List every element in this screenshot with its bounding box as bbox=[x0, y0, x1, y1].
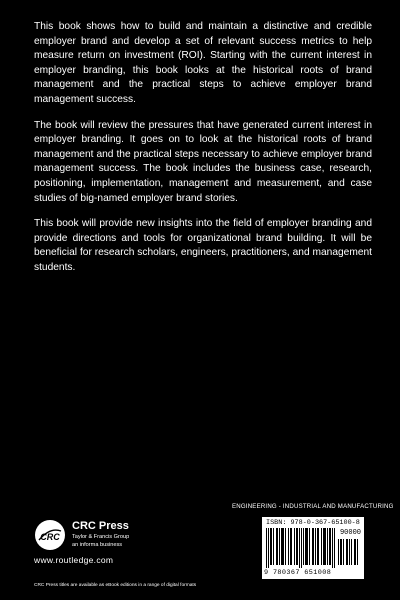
publisher-name: CRC Press bbox=[72, 520, 129, 532]
publisher-website: www.routledge.com bbox=[34, 555, 114, 565]
blurb-paragraph-2: The book will review the pressures that have generated current interest in employer branding. It goes on to look at the historical roots of brand management and the practical steps necessary to achieve employer brand management success. The book includes the business case, research, positioning, implementation, management and measurement, and case studies of big-named employer brand stories. bbox=[34, 119, 372, 204]
back-cover-blurb bbox=[34, 20, 372, 287]
barcode-bars bbox=[266, 528, 336, 568]
publisher-group: Taylor & Francis Group bbox=[72, 534, 130, 540]
blurb-paragraph-1: This book shows how to build and maintain a distinctive and credible employer brand and develop a set of relevant success metrics to help measure return on investment (ROI). Starting with the current interest in employer branding, this book looks at the historical roots of brand management and the practical steps to achieve employer brand management success. bbox=[34, 21, 372, 105]
isbn-label: ISBN: 978-0-367-65100-8 bbox=[266, 519, 360, 527]
crc-logo-icon bbox=[34, 519, 66, 551]
crc-logo-text: CRC bbox=[40, 532, 60, 542]
price-barcode-bars bbox=[338, 539, 360, 565]
ebook-footnote: CRC Press titles are available as eBook editions in a range of digital formats bbox=[34, 583, 197, 588]
blurb-paragraph-3: This book will provide new insights into the field of employer branding and provide directions and tools for organizational brand building. It will be beneficial for research scholars, engineers, practitioners, and management students. bbox=[34, 218, 372, 273]
subject-category: ENGINEERING - INDUSTRIAL AND MANUFACTURING bbox=[232, 503, 394, 510]
price-code: 90000 bbox=[339, 529, 361, 537]
publisher-business: an informa business bbox=[72, 542, 123, 548]
barcode-digits: 9 780367 651008 bbox=[264, 569, 332, 577]
isbn-barcode bbox=[262, 517, 364, 579]
